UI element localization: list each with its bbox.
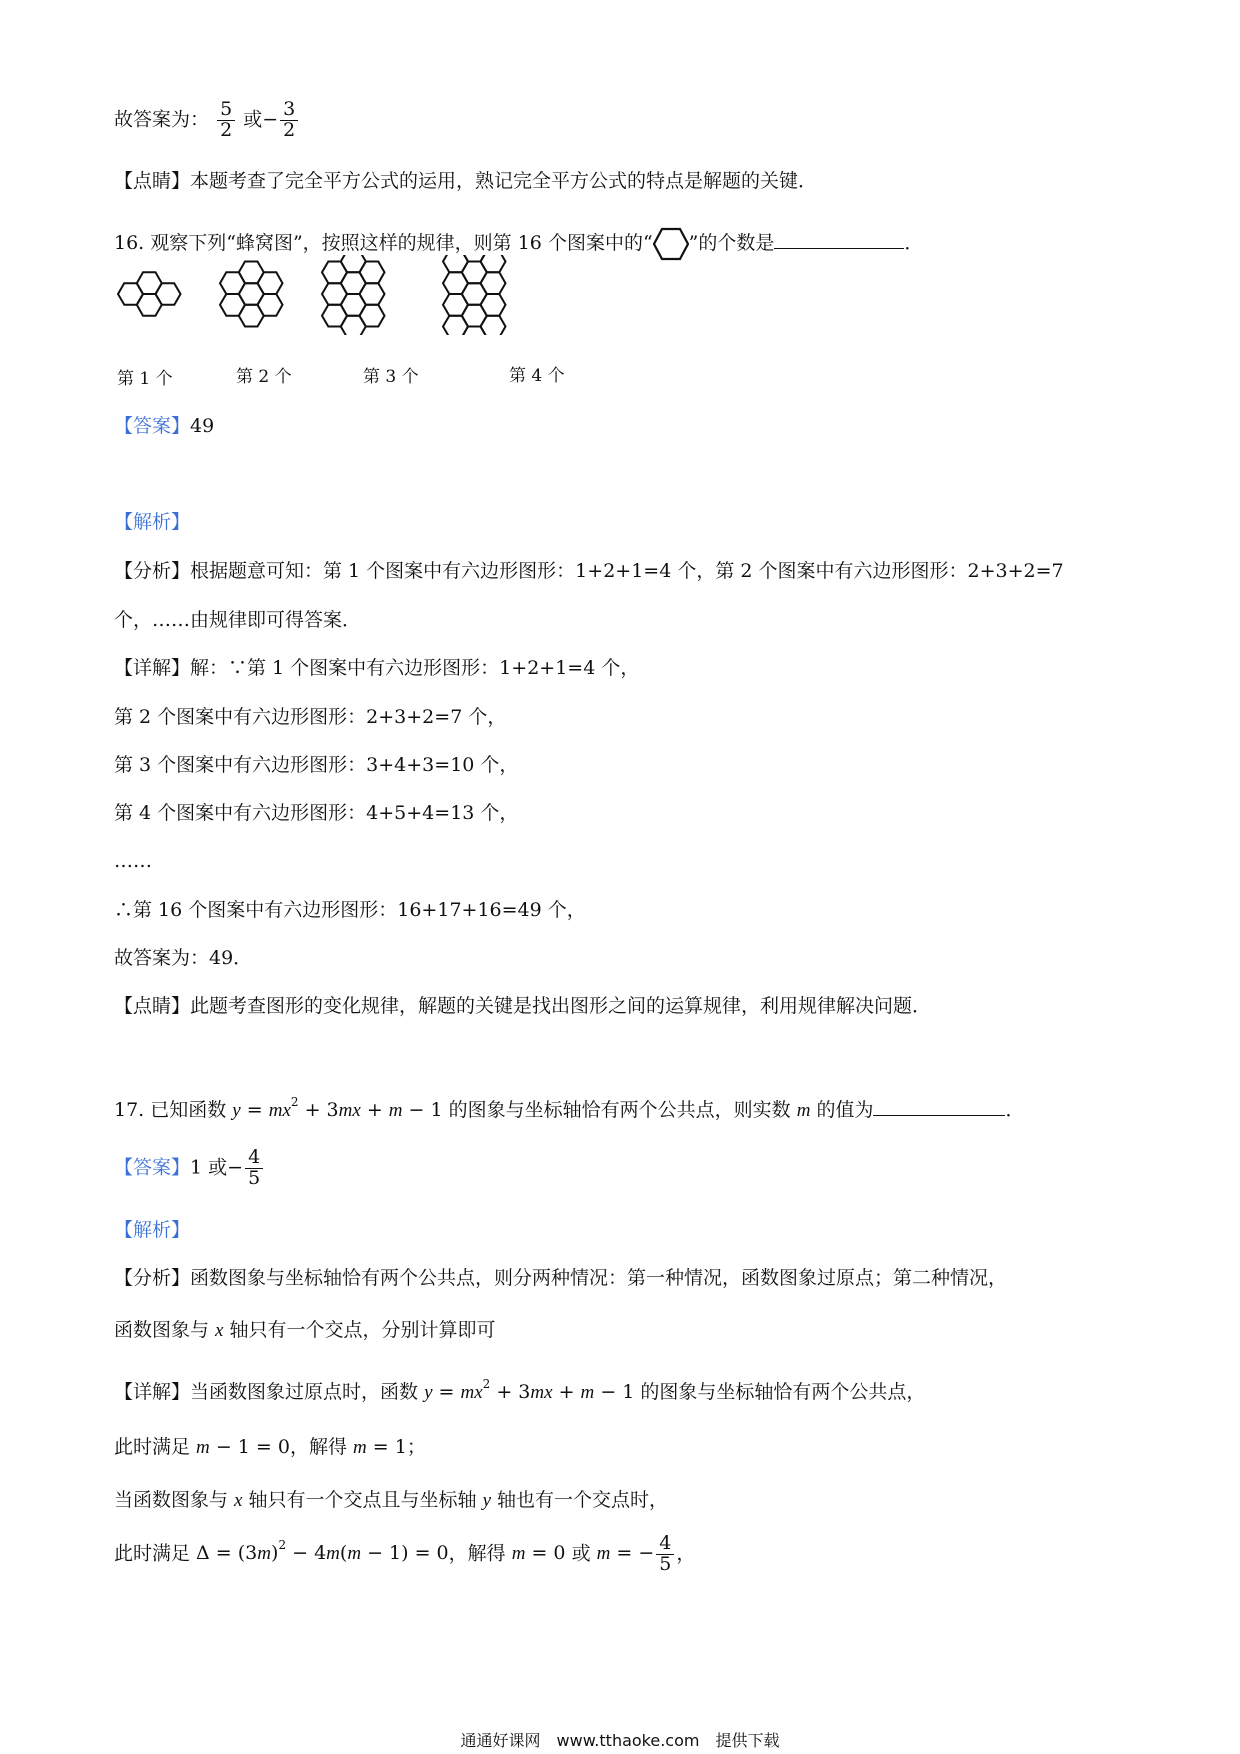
q16-fenxi: 【分析】根据题意可知：第 1 个图案中有六边形图形：1+2+1=4 个，第 2 个图案中有六边形图形：2+3+2=7 (114, 560, 1064, 582)
fraction-3-2: $\frac{3}{2}$ (280, 100, 298, 141)
honeycomb-cell (360, 305, 385, 327)
q16-dianjing: 【点睛】此题考查图形的变化规律，解题的关键是找出图形之间的运算规律，利用规律解决问题． (114, 995, 932, 1017)
figure-caption-1: 第 1 个 (117, 369, 173, 389)
q16-step-4: 第 4 个图案中有六边形图形：4+5+4=13 个， (114, 802, 519, 824)
q16-stem: 16. 观察下列“蜂窝图”，按照这样的规律，则第 16 个图案中的“ ”的个数是 ． (114, 227, 923, 261)
honeycomb-cell (481, 272, 506, 294)
honeycomb-cell (481, 294, 506, 316)
hexagon-icon (653, 227, 689, 261)
q16-answer: 【答案】49 (114, 415, 215, 437)
q17-line-4: 此时满足 $\Delta = (3m)^2 - 4m(m - 1) = 0$，解得 m = 0 或 m = − $\frac{4}{5}$ ， (114, 1532, 696, 1575)
answer-blank (774, 232, 904, 249)
q17-line-3: 当函数图象与 x 轴只有一个交点且与坐标轴 y 轴也有一个交点时， (114, 1489, 669, 1511)
q16-step-2: 第 2 个图案中有六边形图形：2+3+2=7 个， (114, 706, 507, 728)
q17-stem: 17. 已知函数 $y = mx^2 + 3mx + m - 1$ 的图象与坐标轴恰有两个公共点，则实数 m 的值为 ． (114, 1095, 1025, 1121)
q16-step-16: ∴第 16 个图案中有六边形图形：16+17+16=49 个， (114, 899, 586, 921)
honeycomb-cell (258, 272, 283, 294)
figure-caption-2: 第 2 个 (236, 367, 292, 387)
q16-step-3: 第 3 个图案中有六边形图形：3+4+3=10 个， (114, 754, 519, 776)
fraction-4-5: $\frac{4}{5}$ (656, 1534, 674, 1575)
q17-fenxi: 【分析】函数图象与坐标轴恰有两个公共点，则分两种情况：第一种情况，函数图象过原点；第二种情况， (114, 1267, 1008, 1289)
fraction-5-2: $\frac{5}{2}$ (217, 100, 235, 141)
q17-jiexi-label: 【解析】 (114, 1219, 191, 1241)
q16-dots: …… (114, 850, 152, 872)
q16-fenxi-cont: 个，……由规律即可得答案． (114, 609, 362, 631)
page-footer: 通通好课网 www.tthaoke.com 提供下载 (460, 1731, 780, 1750)
answer-blank (873, 1099, 1005, 1116)
honeycomb-figures (110, 255, 630, 335)
figure-caption-4: 第 4 个 (509, 366, 565, 386)
q17-answer: 【答案】1 或− $\frac{4}{5}$ (114, 1148, 265, 1189)
answer-prefix: 故答案为： (114, 108, 210, 131)
honeycomb-cell (360, 283, 385, 305)
figure-caption-3: 第 3 个 (363, 367, 419, 387)
honeycomb-cell (481, 255, 506, 272)
fraction-4-5: $\frac{4}{5}$ (245, 1148, 263, 1189)
q16-xiangjie: 【详解】解：∵第 1 个图案中有六边形图形：1+2+1=4 个， (114, 657, 640, 679)
q16-jiexi-label: 【解析】 (114, 511, 191, 533)
q17-line-2: 此时满足 m − 1 = 0，解得 m = 1； (114, 1436, 426, 1458)
q17-fenxi-cont: 函数图象与 x 轴只有一个交点，分别计算即可 (114, 1319, 496, 1341)
honeycomb-cell (258, 294, 283, 316)
q15-answer-line: 故答案为： $\frac{5}{2}$ 或− $\frac{3}{2}$ (114, 100, 300, 141)
q17-xiangjie: 【详解】当函数图象过原点时，函数 $y = mx^2 + 3mx + m - 1$ 的图象与坐标轴恰有两个公共点， (114, 1377, 926, 1403)
honeycomb-cell (156, 283, 181, 305)
q15-dianjing: 【点睛】本题考查了完全平方公式的运用，熟记完全平方公式的特点是解题的关键． (114, 170, 818, 192)
honeycomb-cell (360, 262, 385, 284)
q16-final: 故答案为：49． (114, 947, 253, 969)
honeycomb-cell (481, 316, 506, 335)
function-expression: $y = mx^2 + 3mx + m - 1$ (232, 1095, 443, 1121)
